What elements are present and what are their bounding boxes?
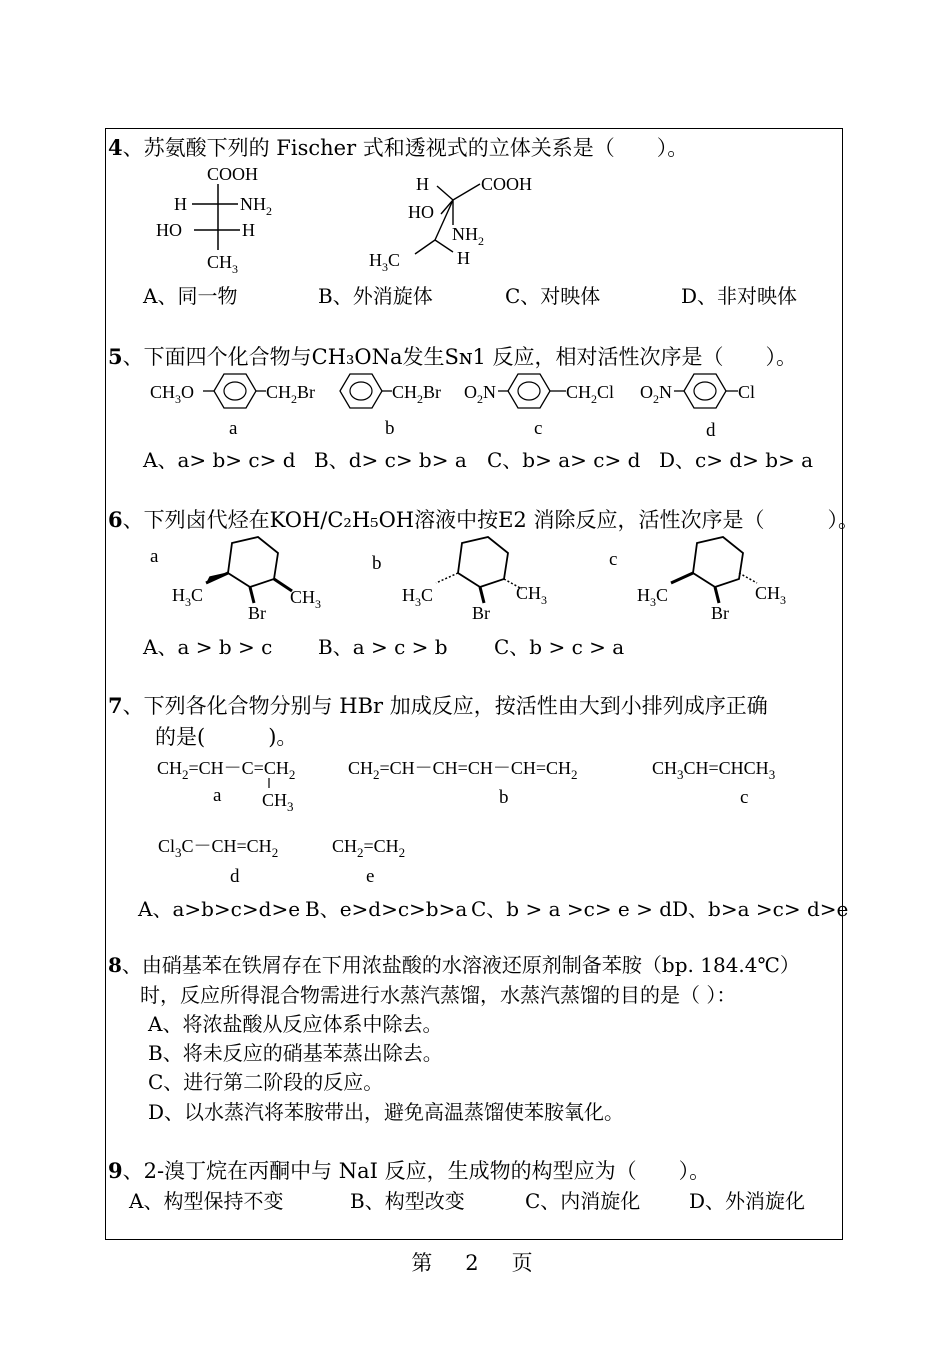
svg-text:CH2=CH－CH=CH－CH=CH2: $CH_2=CH-CH=CH-CH=CH_2$ — [348, 758, 578, 782]
q4-option-d[interactable]: D、非对映体 — [681, 284, 798, 308]
q4-option-a[interactable]: A、同一物 — [143, 284, 238, 308]
svg-text:CH2Br: $CH_2Br$ — [266, 382, 316, 406]
question-7-cont: 的是( )。 — [155, 725, 298, 749]
svg-text:CH2=CH2: $CH_2=CH_2$ — [332, 836, 406, 860]
q6-option-a[interactable]: A、a > b > c — [143, 635, 273, 659]
q8-option-c[interactable]: C、进行第二阶段的反应。 — [148, 1070, 384, 1094]
q8-option-b[interactable]: B、将未反应的硝基苯蒸出除去。 — [148, 1041, 443, 1065]
svg-text:COOH: COOH — [207, 164, 259, 184]
q7-option-c[interactable]: C、b > a >c> e > d — [471, 897, 673, 921]
q4-option-b[interactable]: B、外消旋体 — [318, 284, 433, 308]
q4-option-c[interactable]: C、对映体 — [505, 284, 601, 308]
q6-option-c[interactable]: C、b > c > a — [494, 635, 625, 659]
q5-label-c: c — [534, 418, 543, 439]
q7-label-b: b — [499, 787, 509, 808]
fischer-projection — [150, 160, 290, 275]
q7-label-d: d — [230, 866, 240, 887]
q9-option-a[interactable]: A、构型保持不变 — [129, 1189, 284, 1213]
svg-text:CH2Cl: $CH_2Cl$ — [566, 382, 615, 406]
q6-label-a: a — [150, 546, 159, 567]
svg-text:H: H — [174, 194, 187, 214]
q5-option-a[interactable]: A、a> b> c> d — [143, 448, 296, 472]
q5-label-d: d — [706, 420, 716, 441]
q9-option-b[interactable]: B、构型改变 — [350, 1189, 465, 1213]
svg-text:H: H — [416, 174, 429, 194]
question-6: 6、下列卤代烃在KOH/C₂H₅OH溶液中按E2 消除反应，活性次序是（ ）。 — [108, 507, 859, 532]
q8-option-d[interactable]: D、以水蒸汽将苯胺带出，避免高温蒸馏使苯胺氧化。 — [148, 1100, 625, 1124]
q7-label-c: c — [740, 787, 749, 808]
perspective-formula — [365, 170, 555, 280]
q7-label-e: e — [366, 866, 375, 887]
q7-option-d[interactable]: D、b>a >c> d>e — [672, 897, 849, 921]
question-9: 9、2-溴丁烷在丙酮中与 NaI 反应，生成物的构型应为（ ）。 — [108, 1158, 711, 1183]
q5-label-b: b — [385, 418, 395, 439]
svg-text:Cl: Cl — [738, 382, 756, 402]
svg-text:CH3: $CH_3$ — [207, 252, 239, 276]
svg-text:HO: HO — [408, 202, 434, 222]
q6-cyclohexane-c — [635, 535, 805, 625]
svg-text:CH3O: $CH_3O$ — [150, 382, 195, 406]
page-number: 第 2 页 — [411, 1251, 539, 1275]
question-8: 8、由硝基苯在铁屑存在下用浓盐酸的水溶液还原剂制备苯胺（bp. 184.4℃） — [108, 953, 800, 977]
svg-text:CH2=CH－C=CH2: $CH_2=CH-C=CH_2$ — [157, 758, 296, 782]
svg-text:CH3: $CH_3$ — [755, 583, 787, 607]
svg-text:COOH: COOH — [481, 174, 533, 194]
svg-text:HO: HO — [156, 220, 182, 240]
svg-text:CH2Br: $CH_2Br$ — [392, 382, 442, 406]
svg-text:H: H — [242, 220, 255, 240]
svg-text:Br: Br — [472, 603, 490, 623]
svg-text:CH3: $CH_3$ — [262, 790, 294, 814]
question-5: 5、下面四个化合物与CH₃ONa发生Sɴ1 反应，相对活性次序是（ ）。 — [108, 344, 798, 369]
q7-structures-row2 — [158, 830, 458, 865]
q9-option-d[interactable]: D、外消旋化 — [689, 1189, 806, 1213]
q7-option-a[interactable]: A、a>b>c>d>e — [138, 897, 301, 921]
q7-option-b[interactable]: B、e>d>c>b>a — [305, 897, 468, 921]
svg-text:H: H — [457, 248, 470, 268]
q8-option-a[interactable]: A、将浓盐酸从反应体系中除去。 — [148, 1012, 443, 1036]
q6-cyclohexane-b — [400, 535, 570, 625]
svg-text:H3C: $H_3C$ — [369, 250, 401, 274]
question-4: 4、苏氨酸下列的 Fischer 式和透视式的立体关系是（ ）。 — [108, 135, 689, 160]
svg-text:Br: Br — [248, 603, 266, 623]
svg-text:H3C: $H_3C$ — [172, 585, 204, 609]
q7-label-a: a — [213, 785, 222, 806]
q5-option-c[interactable]: C、b> a> c> d — [487, 448, 641, 472]
svg-text:CH3: $CH_3$ — [290, 587, 322, 611]
svg-text:H3C: $H_3C$ — [402, 585, 434, 609]
svg-text:NH2: $NH_2$ — [452, 224, 484, 248]
q6-cyclohexane-a — [170, 535, 340, 625]
svg-text:Cl3C－CH=CH2: $Cl_3C-CH=CH_2$ — [158, 836, 279, 860]
svg-text:O2N: $O_2N$ — [464, 382, 496, 406]
q5-label-a: a — [229, 418, 238, 439]
q5-option-d[interactable]: D、c> d> b> a — [659, 448, 814, 472]
svg-text:CH3CH=CHCH3: $CH_3CH=CHCH_3$ — [652, 758, 776, 782]
svg-text:CH3: $CH_3$ — [516, 583, 548, 607]
q9-option-c[interactable]: C、内消旋化 — [525, 1189, 641, 1213]
q7-structures-row1 — [155, 752, 815, 812]
q5-option-b[interactable]: B、d> c> b> a — [314, 448, 467, 472]
q6-label-b: b — [372, 553, 382, 574]
svg-text:H3C: $H_3C$ — [637, 585, 669, 609]
q5-structures — [140, 370, 780, 420]
svg-text:Br: Br — [711, 603, 729, 623]
question-7: 7、下列各化合物分别与 HBr 加成反应，按活性由大到小排列成序正确 — [108, 693, 768, 718]
svg-text:O2N: $O_2N$ — [640, 382, 672, 406]
question-8-cont: 时，反应所得混合物需进行水蒸汽蒸馏，水蒸汽蒸馏的目的是（ ）： — [140, 983, 737, 1007]
q6-option-b[interactable]: B、a > c > b — [318, 635, 448, 659]
svg-text:NH2: $NH_2$ — [240, 194, 272, 218]
q6-label-c: c — [609, 549, 618, 570]
